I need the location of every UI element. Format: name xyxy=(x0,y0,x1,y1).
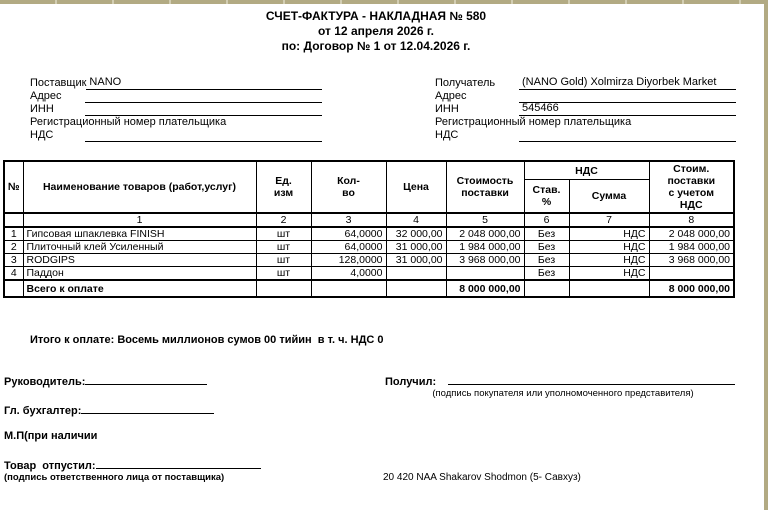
row-vat-sum: НДС xyxy=(569,227,649,241)
col-header-amount: Стоимость поставки xyxy=(446,161,524,213)
row-price xyxy=(386,267,446,281)
row-total: 1 984 000,00 xyxy=(649,241,734,254)
supplier-inn-row xyxy=(30,103,322,116)
receiver-inn-field xyxy=(519,102,736,116)
receiver-name-field xyxy=(519,76,736,90)
supplier-address-label: Адрес xyxy=(30,90,62,102)
supplier-name-value: NANO xyxy=(89,76,122,88)
receiver-name-label: Получатель xyxy=(435,77,496,89)
accountant-signature-row xyxy=(4,402,214,417)
receiver-inn-label: ИНН xyxy=(435,103,459,115)
accountant-signature-line xyxy=(81,402,214,414)
row-unit: шт xyxy=(256,227,311,241)
total-label: Всего к оплате xyxy=(23,280,256,297)
colnum-3: 3 xyxy=(311,213,386,227)
col-header-unit: Ед. изм xyxy=(256,161,311,213)
receiver-address-field xyxy=(519,89,736,103)
received-signature-row xyxy=(385,373,735,388)
released-signature-row xyxy=(4,457,261,472)
receiver-vat-label: НДС xyxy=(435,129,459,141)
row-unit: шт xyxy=(256,241,311,254)
row-amount: 1 984 000,00 xyxy=(446,241,524,254)
col-header-price: Цена xyxy=(386,161,446,213)
row-amount xyxy=(446,267,524,281)
row-num: 2 xyxy=(4,241,23,254)
row-vat-sum: НДС xyxy=(569,241,649,254)
table-row xyxy=(4,254,734,267)
table-row xyxy=(4,267,734,281)
col-header-qty: Кол- во xyxy=(311,161,386,213)
invoice-title-block xyxy=(0,9,752,54)
received-caption: (подпись покупателя или уполномоченного представителя) xyxy=(432,388,694,399)
row-num: 1 xyxy=(4,227,23,241)
row-name: RODGIPS xyxy=(23,254,256,267)
total-price-empty xyxy=(386,280,446,297)
released-signature-line xyxy=(96,457,261,469)
receiver-vat-field xyxy=(519,128,736,142)
row-price: 31 000,00 xyxy=(386,254,446,267)
colnum-1: 1 xyxy=(23,213,256,227)
supplier-vat-label: НДС xyxy=(30,129,54,141)
items-table xyxy=(3,160,735,298)
amount-in-words: Итого к оплате: Восемь миллионов сумов 00 тийин в т. ч. НДС 0 xyxy=(30,334,384,346)
receiver-vat-row xyxy=(435,129,736,142)
row-amount: 2 048 000,00 xyxy=(446,227,524,241)
supplier-inn-field xyxy=(85,102,322,116)
accountant-label: Гл. бухгалтер: xyxy=(4,405,82,417)
row-num: 3 xyxy=(4,254,23,267)
table-row xyxy=(4,227,734,241)
row-num: 4 xyxy=(4,267,23,281)
footer-note: 20 420 NAA Shakarov Shodmon (5- Савхуз) xyxy=(383,472,581,483)
director-label: Руководитель: xyxy=(4,376,86,388)
row-vat-rate: Без xyxy=(524,267,569,281)
receiver-address-label: Адрес xyxy=(435,90,467,102)
table-header-row-1 xyxy=(4,161,734,180)
row-total: 3 968 000,00 xyxy=(649,254,734,267)
col-header-num: № xyxy=(4,161,23,213)
row-name: Паддон xyxy=(23,267,256,281)
supplier-vat-field xyxy=(85,128,322,142)
colnum-7: 7 xyxy=(569,213,649,227)
row-qty: 4,0000 xyxy=(311,267,386,281)
supplier-name-label: Поставщик xyxy=(30,77,87,89)
row-price: 32 000,00 xyxy=(386,227,446,241)
supplier-address-field xyxy=(85,89,322,103)
supplier-inn-label: ИНН xyxy=(30,103,54,115)
total-row xyxy=(4,280,734,297)
supplier-block xyxy=(30,77,322,142)
row-name: Гипсовая шпаклевка FINISH xyxy=(23,227,256,241)
invoice-date: от 12 апреля 2026 г. xyxy=(318,24,434,38)
row-unit: шт xyxy=(256,254,311,267)
row-amount: 3 968 000,00 xyxy=(446,254,524,267)
invoice-contract: по: Договор № 1 от 12.04.2026 г. xyxy=(281,39,471,53)
stamp-label: М.П(при наличии xyxy=(4,430,98,442)
receiver-reg-label: Регистрационный номер плательщика xyxy=(435,116,632,128)
receiver-name-value: (NANO Gold) Xolmirza Diyorbek Market xyxy=(522,76,717,88)
col-header-total: Стоим. поставки с учетом НДС xyxy=(649,161,734,213)
row-unit: шт xyxy=(256,267,311,281)
colnum-8: 8 xyxy=(649,213,734,227)
col-header-vat-group: НДС xyxy=(524,161,649,180)
total-qty-empty xyxy=(311,280,386,297)
total-vat-rate-empty xyxy=(524,280,569,297)
total-amount: 8 000 000,00 xyxy=(446,280,524,297)
row-vat-sum: НДС xyxy=(569,254,649,267)
released-label: Товар отпустил: xyxy=(4,460,96,472)
row-vat-rate: Без xyxy=(524,241,569,254)
received-signature-line xyxy=(448,373,735,385)
row-total xyxy=(649,267,734,281)
row-vat-rate: Без xyxy=(524,227,569,241)
receiver-block xyxy=(435,77,736,142)
row-qty: 128,0000 xyxy=(311,254,386,267)
colnum-5: 5 xyxy=(446,213,524,227)
director-signature-line xyxy=(85,373,207,385)
spreadsheet-right-edge xyxy=(764,0,768,510)
row-price: 31 000,00 xyxy=(386,241,446,254)
colnum-6: 6 xyxy=(524,213,569,227)
row-vat-sum: НДС xyxy=(569,267,649,281)
total-num-empty xyxy=(4,280,23,297)
table-row xyxy=(4,241,734,254)
col-header-name: Наименование товаров (работ,услуг) xyxy=(23,161,256,213)
receiver-inn-value: 545466 xyxy=(522,102,559,114)
supplier-vat-row xyxy=(30,129,322,142)
supplier-reg-label: Регистрационный номер плательщика xyxy=(30,116,227,128)
director-signature-row xyxy=(4,373,207,388)
total-unit-empty xyxy=(256,280,311,297)
column-number-row xyxy=(4,213,734,227)
spreadsheet-top-edge xyxy=(0,0,768,4)
colnum-2: 2 xyxy=(256,213,311,227)
row-name: Плиточный клей Усиленный xyxy=(23,241,256,254)
released-caption: (подпись ответственного лица от поставщика) xyxy=(4,472,225,483)
total-with-vat: 8 000 000,00 xyxy=(649,280,734,297)
col-header-vat-sum: Сумма xyxy=(569,180,649,213)
receiver-inn-row xyxy=(435,103,736,116)
row-vat-rate: Без xyxy=(524,254,569,267)
row-qty: 64,0000 xyxy=(311,227,386,241)
row-qty: 64,0000 xyxy=(311,241,386,254)
invoice-title: СЧЕТ-ФАКТУРА - НАКЛАДНАЯ № 580 xyxy=(265,9,487,23)
colnum-empty xyxy=(4,213,23,227)
row-total: 2 048 000,00 xyxy=(649,227,734,241)
total-vat-sum-empty xyxy=(569,280,649,297)
received-label: Получил: xyxy=(385,376,437,388)
col-header-vat-rate: Став. % xyxy=(524,180,569,213)
colnum-4: 4 xyxy=(386,213,446,227)
supplier-name-field xyxy=(86,76,322,90)
